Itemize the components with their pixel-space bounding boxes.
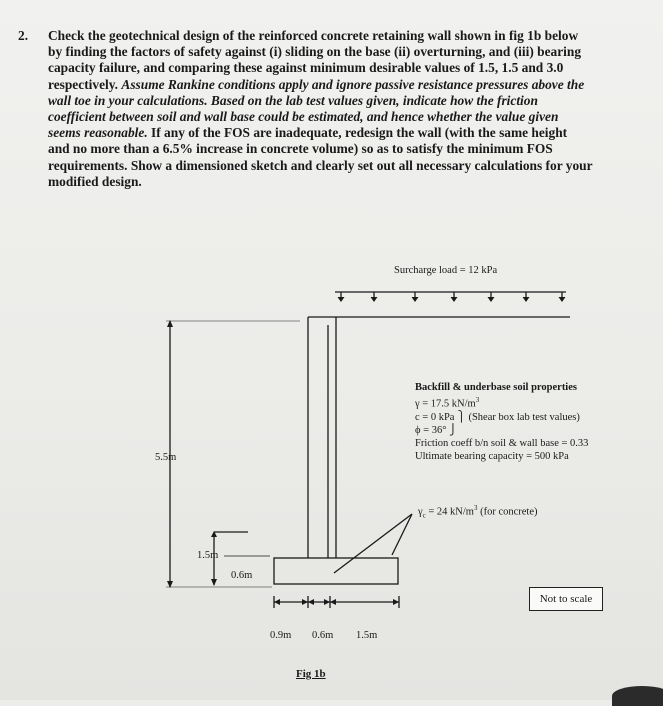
brace-symbol: ⎭: [446, 424, 457, 436]
cohesion-row: [415, 411, 588, 424]
unit-weight-superscript: 3: [475, 396, 480, 404]
question-line: [48, 174, 656, 190]
question-line: [48, 158, 656, 174]
heel-width-label: 1.5m: [356, 630, 378, 641]
question-line: [48, 125, 656, 141]
question-line: [48, 109, 656, 125]
question-line: [48, 60, 656, 76]
question-text: [48, 28, 656, 190]
toe-width-label: 0.9m: [270, 630, 292, 641]
concrete-gamma: γ: [418, 506, 423, 518]
cohesion-label: c = 0 kPa: [415, 411, 455, 423]
base-thickness-label: 0.6m: [231, 570, 253, 581]
concrete-superscript: 3: [473, 504, 478, 512]
question-segment: capacity failure, and comparing these against minimum desirable values of 1.5, 1.5 and 3.0: [48, 60, 564, 76]
question-segment: requirements. Show a dimensioned sketch and clearly set out all necessary calculations for your: [48, 157, 593, 173]
wall-diagram: [150, 255, 650, 695]
question-line: [48, 28, 656, 44]
question-segment: and no more than a 6.5% increase in concrete volume) so as to satisfy the minimum FOS: [48, 141, 553, 157]
concrete-leader-line: [334, 514, 412, 573]
question-line: [48, 77, 656, 93]
concrete-subscript: c: [422, 511, 426, 520]
question-italic-segment: Assume Rankine conditions apply and ignore passive resistance pressures above the: [121, 76, 585, 92]
unit-weight-row: [415, 394, 588, 411]
embedment-depth-label: 1.5m: [197, 550, 219, 561]
page-corner-shadow: [612, 686, 663, 706]
height-label: 5.5m: [155, 452, 177, 463]
concrete-unit-weight-label: [418, 502, 538, 522]
brace-symbol: ⎫: [457, 411, 466, 423]
question-italic-segment: wall toe in your calculations. Based on the lab test values given, indicate how the friction: [48, 92, 538, 108]
soil-heading: Backfill & underbase soil properties: [415, 382, 577, 393]
not-to-scale-box: Not to scale: [529, 587, 603, 611]
bearing-capacity-row: Ultimate bearing capacity = 500 kPa: [415, 450, 569, 462]
retaining-wall-figure: [150, 255, 650, 695]
surcharge-label: Surcharge load = 12 kPa: [394, 265, 498, 276]
stem-width-label: 0.6m: [312, 630, 334, 641]
friction-coeff-row: Friction coeff b/n soil & wall base = 0.33: [415, 437, 589, 449]
concrete-note: (for concrete): [477, 506, 538, 518]
question-segment: If any of the FOS are inadequate, redesign the wall (with the same height: [147, 125, 568, 141]
friction-angle-row: [415, 424, 588, 437]
shear-box-note: (Shear box lab test values): [468, 411, 580, 423]
question-line: [48, 44, 656, 60]
question-segment: respectively.: [48, 76, 122, 92]
question-line: [48, 93, 656, 109]
question-segment: modified design.: [48, 173, 142, 189]
question-segment: Check the geotechnical design of the reinforced concrete retaining wall shown in fig 1b below: [48, 28, 579, 43]
soil-properties: [415, 381, 588, 463]
figure-caption: Fig 1b: [296, 668, 326, 680]
surcharge-arrows: [338, 292, 566, 302]
question-italic-segment: seems reasonable.: [48, 125, 148, 141]
concrete-value: = 24 kN/m: [425, 506, 474, 518]
unit-weight-label: γ = 17.5 kN/m: [415, 398, 476, 410]
question-line: [48, 141, 656, 157]
friction-angle-label: ϕ = 36°: [415, 424, 447, 436]
wall-stem: [308, 317, 336, 558]
question-segment: by finding the factors of safety against (i) sliding on the base (ii) overturning, and (iii) bearing: [48, 44, 582, 60]
question-italic-segment: coefficient between soil and wall base could be estimated, and hence whether the value given: [48, 109, 559, 125]
question-number: 2.: [18, 28, 29, 43]
